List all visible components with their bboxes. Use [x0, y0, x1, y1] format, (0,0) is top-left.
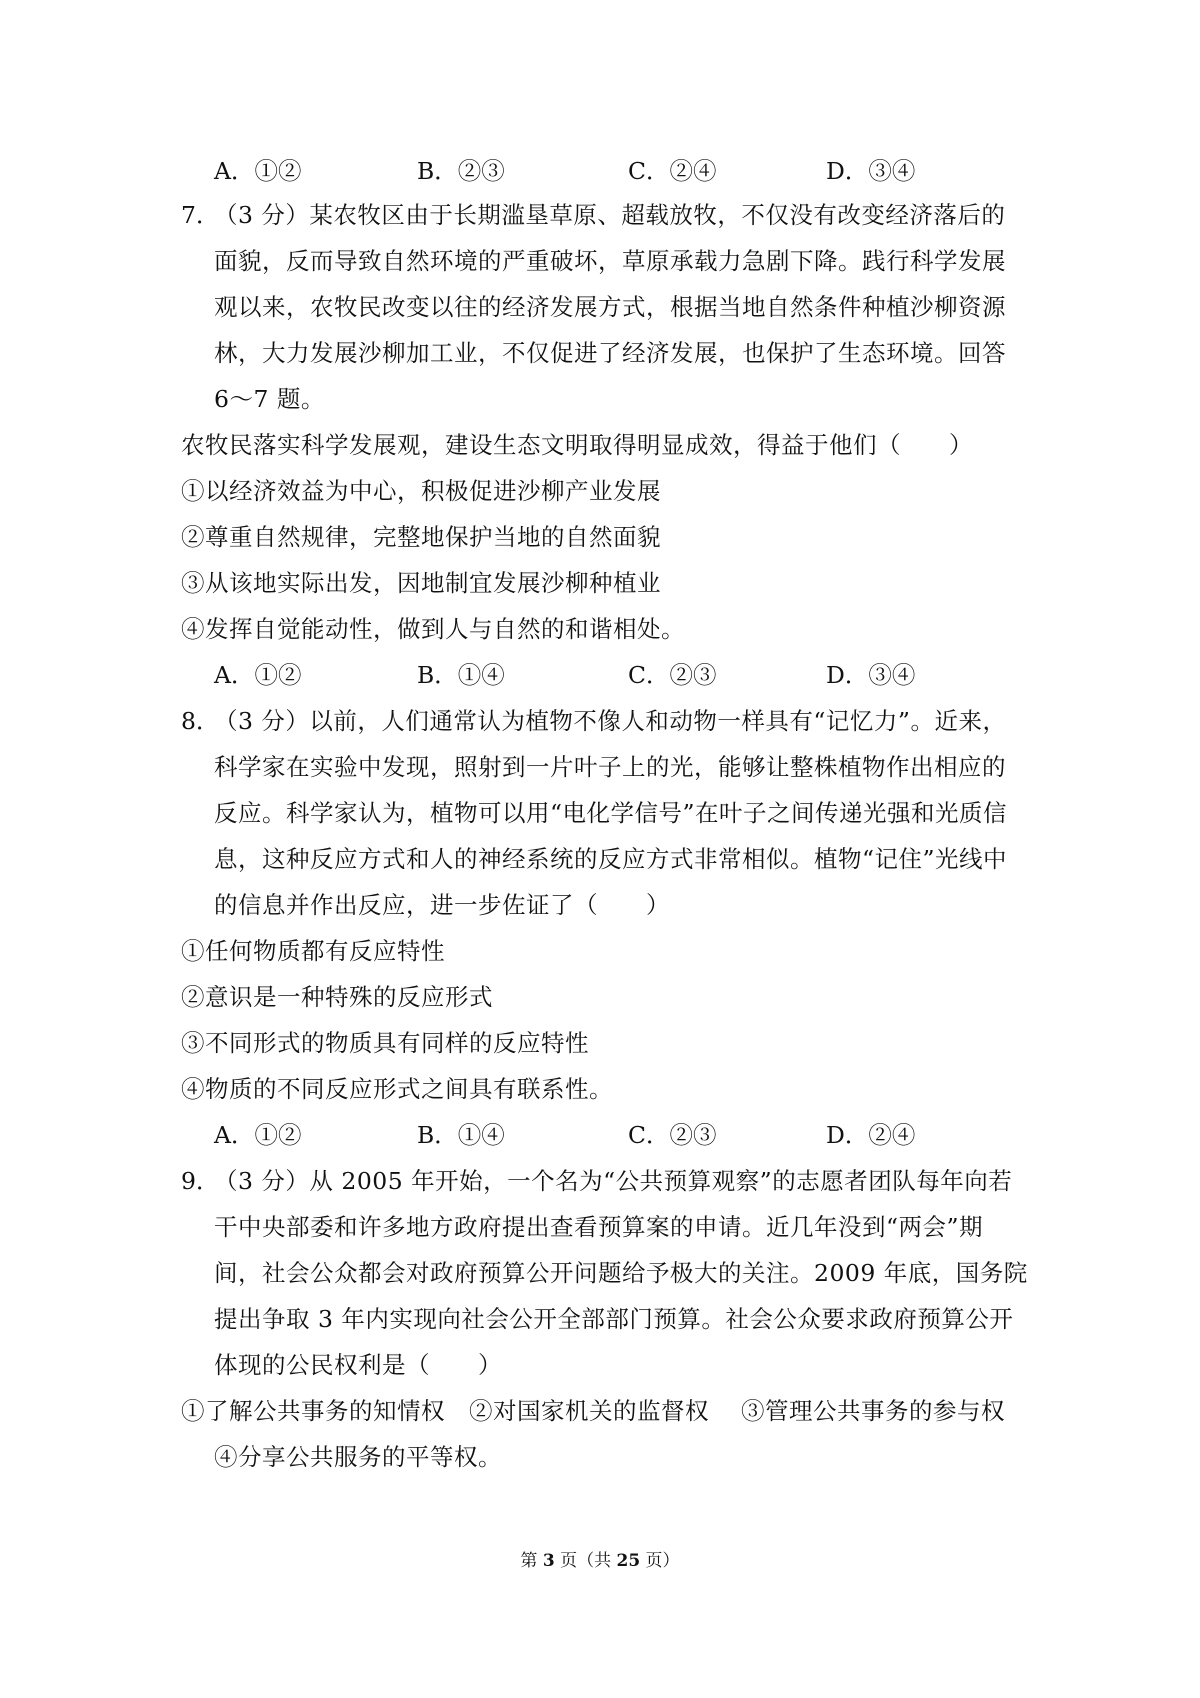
page-footer	[0, 1550, 1200, 1572]
q8-stem-line: （3 分）以前，人们通常认为植物不像人和动物一样具有“记忆力”。近来，	[214, 707, 1007, 735]
q7-option-b: B．①④	[417, 661, 505, 689]
q7-stem-line: 林，大力发展沙柳加工业，不仅促进了经济发展，也保护了生态环境。回答	[214, 339, 1006, 367]
q8-item: ②意识是一种特殊的反应形式	[181, 983, 493, 1011]
q9-items-line: ④分享公共服务的平等权。	[214, 1443, 502, 1471]
q9-items-line: ①了解公共事务的知情权 ②对国家机关的监督权 ③管理公共事务的参与权	[181, 1397, 1005, 1425]
q8-item: ①任何物质都有反应特性	[181, 937, 445, 965]
q9-stem-line: 体现的公民权利是（ ）	[214, 1351, 502, 1379]
q8-option-a: A．①②	[214, 1121, 302, 1149]
q8-item: ④物质的不同反应形式之间具有联系性。	[181, 1075, 613, 1103]
q8-option-d: D．②④	[826, 1121, 916, 1149]
q8-number: 8．	[181, 707, 220, 735]
q7-item: ①以经济效益为中心，积极促进沙柳产业发展	[181, 477, 661, 505]
q6-option-b: B．②③	[417, 157, 505, 185]
footer-total-pages: 25	[616, 1551, 641, 1571]
q7-number: 7．	[181, 201, 220, 229]
footer-prefix: 第	[520, 1551, 543, 1571]
q9-stem-line: 间，社会公众都会对政府预算公开问题给予极大的关注。2009 年底，国务院	[214, 1259, 1028, 1287]
q7-option-a: A．①②	[214, 661, 302, 689]
q9-stem-line: 提出争取 3 年内实现向社会公开全部部门预算。社会公众要求政府预算公开	[214, 1305, 1014, 1333]
q8-option-b: B．①④	[417, 1121, 505, 1149]
q7-question: 农牧民落实科学发展观，建设生态文明取得明显成效，得益于他们（ ）	[181, 431, 973, 459]
q6-option-d: D．③④	[826, 157, 916, 185]
q9-stem-line: 干中央部委和许多地方政府提出查看预算案的申请。近几年没到“两会”期	[214, 1213, 984, 1241]
q7-item: ②尊重自然规律，完整地保护当地的自然面貌	[181, 523, 661, 551]
q8-stem-line: 的信息并作出反应，进一步佐证了（ ）	[214, 891, 670, 919]
q7-stem-line: （3 分）某农牧区由于长期滥垦草原、超载放牧，不仅没有改变经济落后的	[214, 201, 1006, 229]
q7-stem-line: 6～7 题。	[214, 385, 325, 413]
q9-stem-line: （3 分）从 2005 年开始，一个名为“公共预算观察”的志愿者团队每年向若	[214, 1167, 1013, 1195]
q8-option-c: C．②③	[628, 1121, 717, 1149]
q9-number: 9．	[181, 1167, 220, 1195]
q7-stem-line: 观以来，农牧民改变以往的经济发展方式，根据当地自然条件种植沙柳资源	[214, 293, 1006, 321]
q6-option-a: A．①②	[214, 157, 302, 185]
q8-stem-line: 科学家在实验中发现，照射到一片叶子上的光，能够让整株植物作出相应的	[214, 753, 1006, 781]
q6-option-c: C．②④	[628, 157, 717, 185]
q7-item: ④发挥自觉能动性，做到人与自然的和谐相处。	[181, 615, 685, 643]
q7-option-d: D．③④	[826, 661, 916, 689]
q7-stem-line: 面貌，反而导致自然环境的严重破坏，草原承载力急剧下降。践行科学发展	[214, 247, 1006, 275]
q7-item: ③从该地实际出发，因地制宜发展沙柳种植业	[181, 569, 661, 597]
q8-item: ③不同形式的物质具有同样的反应特性	[181, 1029, 589, 1057]
q8-stem-line: 息，这种反应方式和人的神经系统的反应方式非常相似。植物“记住”光线中	[214, 845, 1008, 873]
q8-stem-line: 反应。科学家认为，植物可以用“电化学信号”在叶子之间传递光强和光质信	[214, 799, 1008, 827]
q7-option-c: C．②③	[628, 661, 717, 689]
footer-suffix: 页）	[640, 1551, 680, 1571]
footer-middle: 页（共	[554, 1551, 617, 1571]
footer-page-number: 3	[542, 1551, 555, 1571]
